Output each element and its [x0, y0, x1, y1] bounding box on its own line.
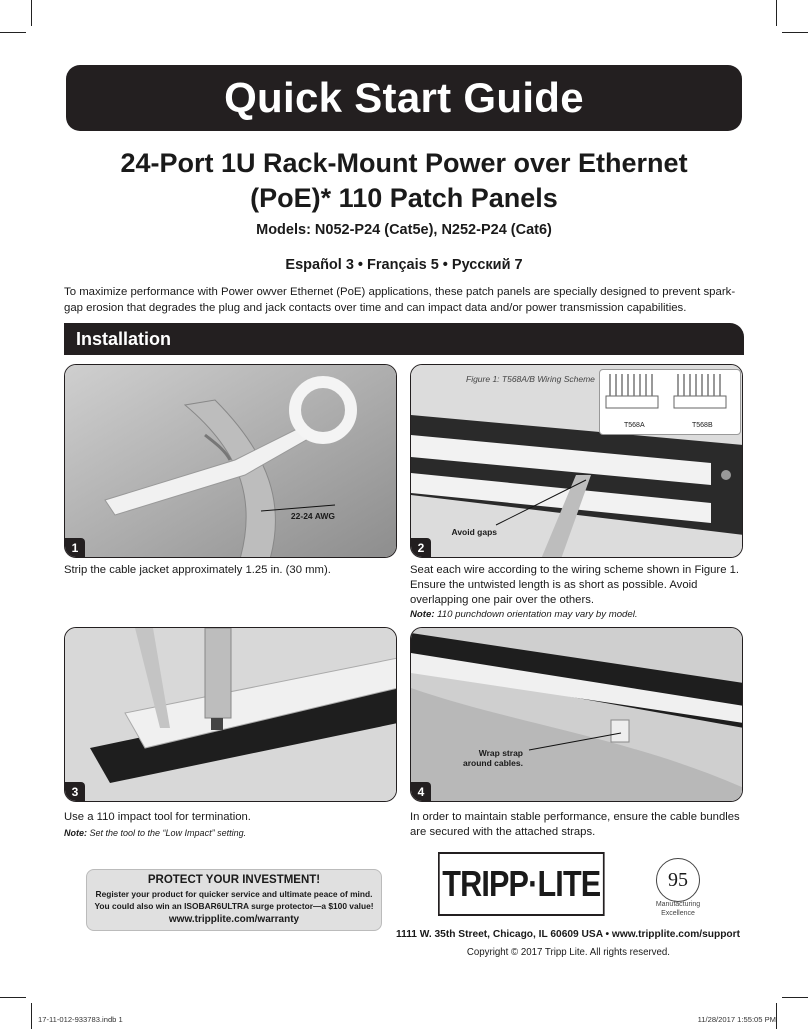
- step-4-callout-line2: around cables.: [463, 758, 523, 768]
- models-line: Models: N052-P24 (Cat5e), N252-P24 (Cat6): [256, 222, 552, 238]
- crop-mark: [782, 997, 808, 998]
- crop-mark: [31, 0, 32, 26]
- step-4-callout-line1: Wrap strap: [478, 748, 523, 758]
- crop-mark: [0, 997, 26, 998]
- crop-mark: [0, 32, 26, 33]
- product-title-line1: 24-Port 1U Rack-Mount Power over Ethernet: [120, 148, 688, 178]
- step-2-number: 2: [411, 538, 431, 557]
- note-text: 110 punchdown orientation may vary by model.: [434, 609, 638, 620]
- crop-mark: [31, 1003, 32, 1029]
- footer-left: 17-11-012-933783.indb 1: [38, 1015, 123, 1024]
- tripp-lite-logo: TRIPP·LITE: [438, 852, 605, 916]
- step-3-note: [64, 828, 397, 838]
- step-4-photo: [410, 627, 743, 802]
- note-text: Set the tool to the “Low Impact” setting.: [87, 828, 247, 838]
- protect-line2: You could also win an ISOBAR6ULTRA surge protector—a $100 value!: [94, 901, 374, 911]
- protect-heading: PROTECT YOUR INVESTMENT!: [147, 874, 321, 886]
- wiring-diagram: [600, 370, 740, 418]
- anniversary-seal: 95: [656, 858, 700, 902]
- step-3-number: 3: [65, 782, 85, 801]
- wiring-label-b: T568B: [692, 422, 713, 429]
- product-title: [40, 146, 768, 216]
- crop-mark: [776, 1003, 777, 1029]
- step-3-photo: [64, 627, 397, 802]
- note-label: Note:: [64, 828, 87, 838]
- cable-strap-illustration: [411, 628, 743, 802]
- page-title: Quick Start Guide: [224, 74, 584, 121]
- step-1-photo: [64, 364, 397, 558]
- step-4-number: 4: [411, 782, 431, 801]
- step-3-caption: Use a 110 impact tool for termination.: [64, 811, 251, 823]
- language-links[interactable]: Español 3 • Français 5 • Русский 7: [285, 257, 523, 273]
- step-2-photo: [410, 364, 743, 558]
- product-title-line2: (PoE)* 110 Patch Panels: [250, 183, 558, 213]
- impact-tool-illustration: [65, 628, 397, 802]
- step-1-caption: Strip the cable jacket approximately 1.25 in. (30 mm).: [64, 564, 331, 576]
- step-1-number: 1: [65, 538, 85, 557]
- section-header: [64, 323, 744, 355]
- warranty-link[interactable]: www.tripplite.com/warranty: [168, 914, 300, 925]
- protect-box: [86, 869, 382, 931]
- wiring-scheme-figure: [599, 369, 741, 435]
- step-1-callout: 22-24 AWG: [290, 511, 335, 521]
- section-title: Installation: [76, 328, 172, 349]
- crop-mark: [782, 32, 808, 33]
- wire-stripper-illustration: [65, 365, 397, 558]
- step-2-note: [410, 609, 743, 620]
- step-4-caption: In order to maintain stable performance, ensure the cable bundles are secured with the attached straps.: [410, 811, 740, 838]
- wiring-label-a: T568A: [624, 422, 645, 429]
- step-2-callout: Avoid gaps: [451, 527, 497, 537]
- protect-line1: Register your product for quicker service and ultimate peace of mind.: [95, 889, 373, 899]
- copyright: Copyright © 2017 Tripp Lite. All rights reserved.: [466, 947, 670, 958]
- address: 1111 W. 35th Street, Chicago, IL 60609 USA • www.tripplite.com/support: [396, 929, 740, 940]
- crop-mark: [776, 0, 777, 26]
- step-4-callout: [449, 748, 523, 768]
- intro-paragraph: To maximize performance with Power owver Ethernet (PoE) applications, these patch panels are specially designed to prevent spark-gap erosion that degrades the plug and jack contacts over time and can impact data and/or power transmission capabilities.: [64, 286, 736, 314]
- note-label: Note:: [410, 609, 435, 620]
- title-banner: [66, 65, 742, 131]
- seal-text: Manufacturing Excellence: [655, 901, 701, 917]
- step-2-caption: Seat each wire according to the wiring scheme shown in Figure 1. Ensure the untwisted length is as short as possible. Avoid overlapping one pair over the others.: [410, 564, 740, 606]
- footer-right: 11/28/2017 1:55:05 PM: [697, 1015, 776, 1024]
- figure-caption: Figure 1: T568A/B Wiring Scheme: [466, 374, 595, 384]
